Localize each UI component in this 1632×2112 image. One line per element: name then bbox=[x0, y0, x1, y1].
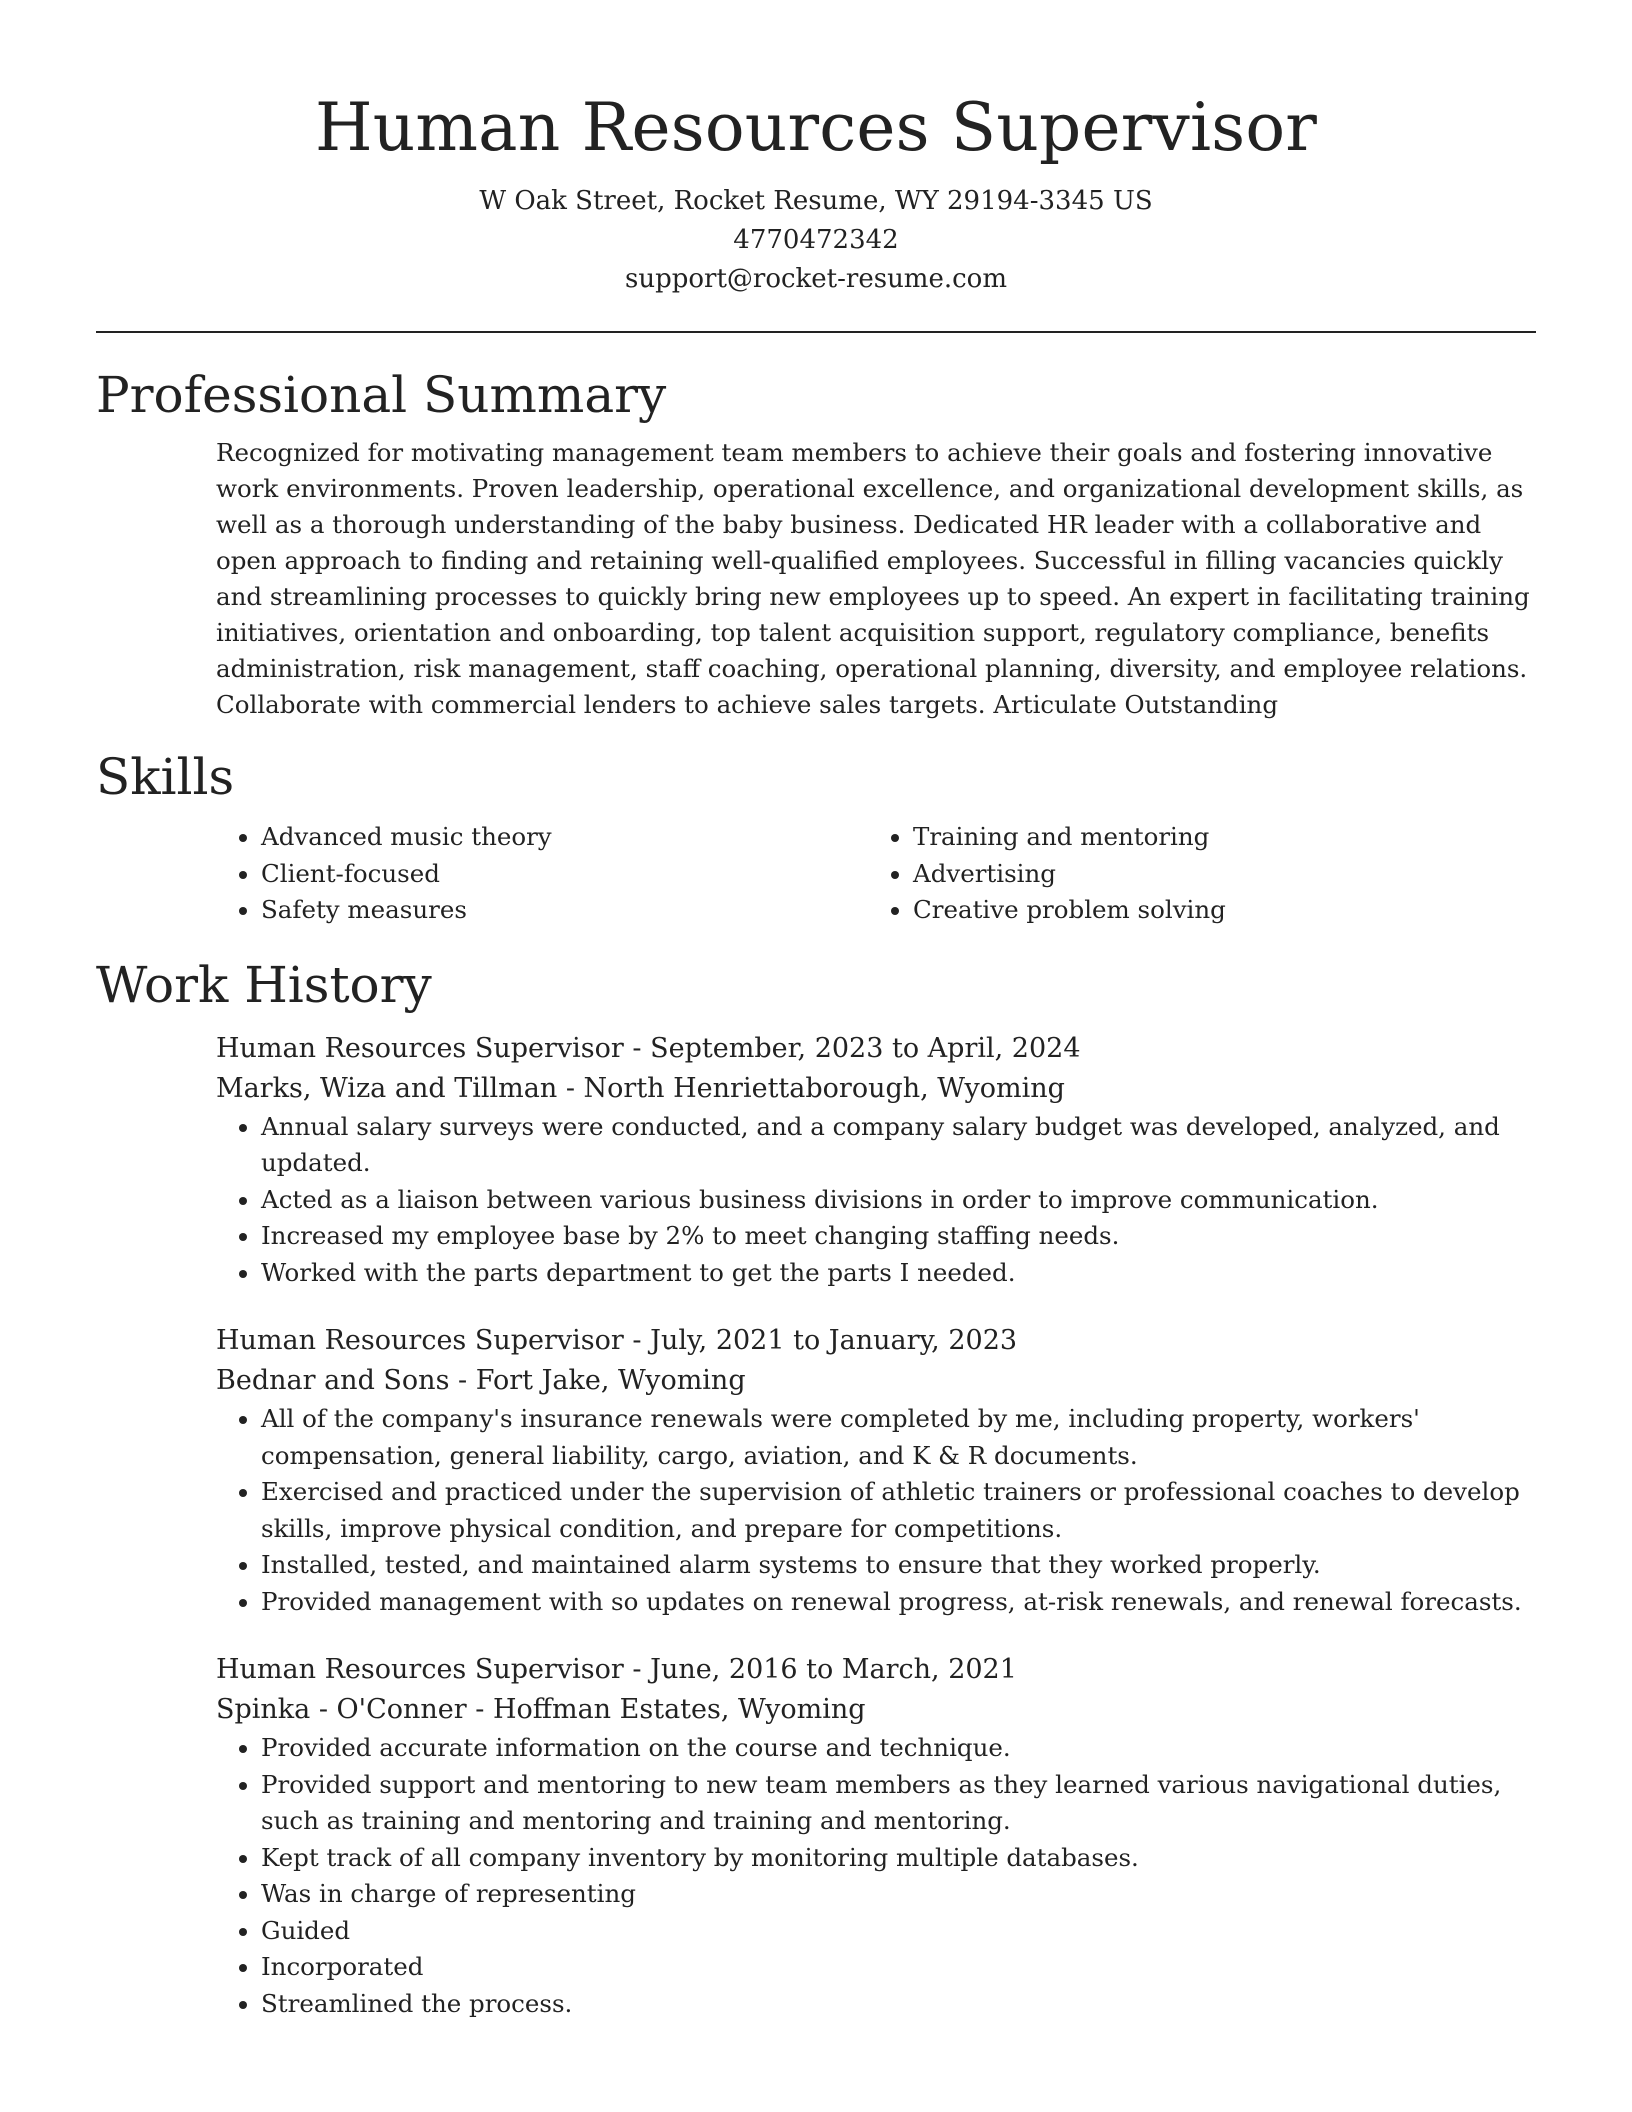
skills-heading: Skills bbox=[96, 748, 235, 806]
job-duty: • Incorporated bbox=[261, 1949, 1536, 1986]
contact-info bbox=[96, 182, 1536, 299]
job-location: Fort Jake, Wyoming bbox=[475, 1365, 746, 1396]
work-history-section bbox=[96, 953, 1536, 2023]
summary-section bbox=[96, 363, 1536, 723]
email: support@rocket-resume.com bbox=[624, 264, 1007, 294]
job-company: Bednar and Sons bbox=[216, 1365, 450, 1396]
skill-item: • Client-focused bbox=[261, 856, 868, 893]
skill-item: • Safety measures bbox=[261, 892, 868, 929]
job-title: Human Resources Supervisor bbox=[216, 1654, 624, 1685]
job-separator: - bbox=[632, 1654, 651, 1685]
job-separator: - bbox=[632, 1325, 651, 1356]
job-location: Hoffman Estates, Wyoming bbox=[493, 1694, 866, 1725]
job-entry bbox=[216, 1321, 1536, 1620]
job-company: Marks, Wiza and Tillman bbox=[216, 1072, 558, 1104]
job-duty: • Worked with the parts department to get the parts I needed. bbox=[261, 1255, 1536, 1292]
job-title: Human Resources Supervisor bbox=[216, 1032, 624, 1064]
job-dates: June, 2016 to March, 2021 bbox=[650, 1654, 1017, 1685]
job-duty: • Acted as a liaison between various business divisions in order to improve communication. bbox=[261, 1182, 1536, 1219]
job-title-line bbox=[216, 1321, 1536, 1361]
job-company: Spinka - O'Conner bbox=[216, 1694, 467, 1725]
skills-column-right bbox=[868, 819, 1520, 929]
job-duty: • Guided bbox=[261, 1913, 1536, 1950]
skills-list bbox=[96, 819, 1536, 929]
job-separator: - bbox=[565, 1072, 584, 1104]
job-duty: • Installed, tested, and maintained alarm systems to ensure that they worked properly. bbox=[261, 1547, 1536, 1584]
resume-header bbox=[96, 0, 1536, 299]
job-duty: • All of the company's insurance renewals were completed by me, including property, workers' compensation, general liability, cargo, aviation, and K & R documents. bbox=[261, 1401, 1536, 1474]
header-divider bbox=[96, 331, 1536, 333]
job-entry bbox=[216, 1029, 1536, 1292]
job-separator: - bbox=[475, 1694, 493, 1725]
job-duty: • Provided support and mentoring to new team members as they learned various navigational duties, such as training and mentoring and training and mentoring. bbox=[261, 1767, 1536, 1840]
job-title: Human Resources Supervisor bbox=[216, 1325, 624, 1356]
job-duties bbox=[96, 1730, 1536, 2022]
job-duty: • Provided accurate information on the course and technique. bbox=[261, 1730, 1536, 1767]
job-title-line bbox=[216, 1029, 1536, 1069]
job-separator: - bbox=[458, 1365, 476, 1396]
skills-section bbox=[96, 745, 1536, 929]
job-company-line bbox=[216, 1361, 1536, 1401]
summary-text: Recognized for motivating management team members to achieve their goals and fostering innovative work environments. Proven leadership, operational excellence, and organizational development skills, as well as a thorough understanding of the baby business. Dedicated HR leader with a collaborative and open approach to finding and retaining well-qualified employees. Successful in filling vacancies quickly and streamlining processes to quickly bring new employees up to speed. An expert in facilitating training initiatives, orientation and onboarding, top talent acquisition support, regulatory compliance, benefits administration, risk management, staff coaching, operational planning, diversity, and employee relations. Collaborate with commercial lenders to achieve sales targets. Articulate Outstanding bbox=[216, 438, 1530, 719]
job-title-line bbox=[216, 1650, 1536, 1690]
job-dates: July, 2021 to January, 2023 bbox=[650, 1325, 1018, 1356]
skill-item: • Advertising bbox=[913, 856, 1520, 893]
summary-heading: Professional Summary bbox=[96, 366, 667, 424]
skill-item: • Advanced music theory bbox=[261, 819, 868, 856]
job-duties bbox=[96, 1109, 1536, 1292]
job-company-line bbox=[216, 1690, 1536, 1730]
job-dates: September, 2023 to April, 2024 bbox=[650, 1032, 1081, 1064]
job-duty: • Exercised and practiced under the supervision of athletic trainers or professional coaches to develop skills, improve physical condition, and prepare for competitions. bbox=[261, 1474, 1536, 1547]
job-company-line bbox=[216, 1069, 1536, 1109]
job-duty: • Increased my employee base by 2% to meet changing staffing needs. bbox=[261, 1218, 1536, 1255]
address: W Oak Street, Rocket Resume, WY 29194-3345 US bbox=[479, 186, 1153, 216]
job-duty: • Was in charge of representing bbox=[261, 1876, 1536, 1913]
skill-item: • Training and mentoring bbox=[913, 819, 1520, 856]
job-entry bbox=[216, 1650, 1536, 2022]
skills-column-left bbox=[216, 819, 868, 929]
candidate-name: Human Resources Supervisor bbox=[314, 89, 1318, 166]
phone: 4770472342 bbox=[733, 225, 899, 255]
job-duty: • Kept track of all company inventory by monitoring multiple databases. bbox=[261, 1840, 1536, 1877]
work-history-heading: Work History bbox=[96, 955, 432, 1014]
job-duties bbox=[96, 1401, 1536, 1620]
skill-item: • Creative problem solving bbox=[913, 892, 1520, 929]
job-duty: • Annual salary surveys were conducted, and a company salary budget was developed, analyzed, and updated. bbox=[261, 1109, 1536, 1182]
job-duty: • Provided management with so updates on renewal progress, at-risk renewals, and renewal forecasts. bbox=[261, 1584, 1536, 1621]
job-separator: - bbox=[632, 1032, 651, 1064]
job-location: North Henriettaborough, Wyoming bbox=[583, 1072, 1065, 1104]
job-duty: • Streamlined the process. bbox=[261, 1986, 1536, 2023]
